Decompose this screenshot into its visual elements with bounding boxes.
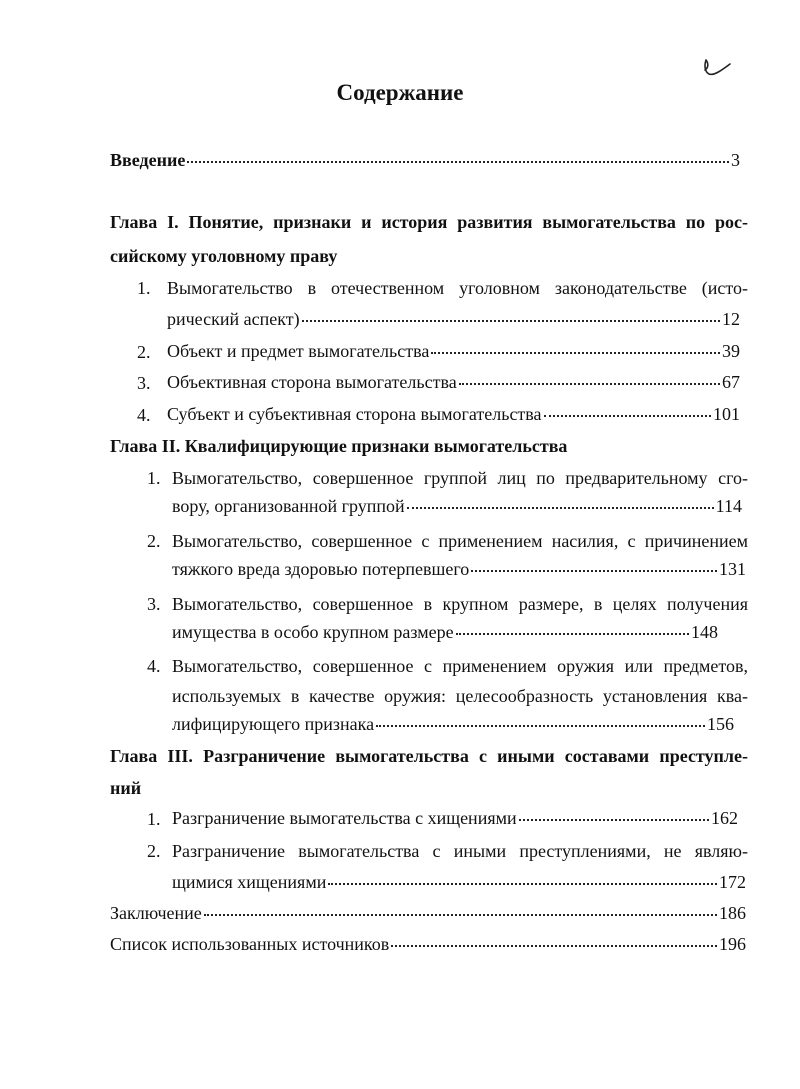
toc-page-number: 162 [711,808,738,828]
chapter-1-heading-cont: сийскому уголовному праву [110,246,338,266]
toc-item-text: рический аспект) [167,309,300,329]
toc-item-leader [172,872,746,896]
toc-item-leader [172,808,738,832]
handwritten-mark [700,56,736,78]
chapter-1-heading: Глава I. Понятие, признаки и история развития вымогательства по рос- [110,212,748,232]
toc-item-number: 4. [147,656,161,676]
toc-item-number: 2. [147,531,161,551]
toc-entry-label: Список использованных источников [110,934,390,954]
toc-page-number: 148 [691,622,718,642]
dot-leader [431,338,720,354]
toc-item-text: лифицирующего признака [172,714,375,734]
toc-item-leader [172,496,742,520]
toc-item-text: тяжкого вреда здоровью потерпевшего [172,559,470,579]
toc-item-number: 3. [137,373,151,393]
toc-item-text: Объективная сторона вымогательства [167,372,457,392]
toc-entry-sources [110,934,746,958]
toc-item-text: Объект и предмет вымогательства [167,341,430,361]
dot-leader [302,306,720,322]
dot-leader [519,805,709,821]
toc-item-leader [172,714,734,738]
toc-item-text: Вымогательство, совершенное с применением насилия, с причинением [172,531,748,551]
toc-page-number: 186 [719,903,746,923]
toc-item-text: Разграничение вымогательства с хищениями [172,808,517,828]
toc-item-text: Субъект и субъективная сторона вымогательства [167,404,542,424]
dot-leader [391,931,717,947]
toc-entry-intro [110,150,740,174]
toc-page-number: 3 [731,150,740,170]
toc-page-number: 172 [719,872,746,892]
toc-entry-conclusion [110,903,746,927]
toc-item-leader [167,372,740,396]
toc-page-number: 39 [722,341,740,361]
toc-item-text: имущества в особо крупном размере [172,622,454,642]
dot-leader [471,556,717,572]
toc-item-text: вору, организованной группой [172,496,405,516]
toc-item-number: 2. [137,342,151,362]
toc-page-number: 67 [722,372,740,392]
toc-item-text: Вымогательство, совершенное в крупном размере, в целях получения [172,594,748,614]
toc-item-text: щимися хищениями [172,872,327,892]
toc-page-number: 114 [715,496,742,516]
toc-item-text: Вымогательство в отечественном уголовном законодательстве (исто- [167,278,748,298]
toc-item-number: 1. [147,468,161,488]
toc-item-number: 1. [147,809,161,829]
dot-leader [376,711,705,727]
dot-leader [407,493,714,509]
toc-item-leader [167,309,740,333]
dot-leader [456,619,689,635]
toc-item-text: Вымогательство, совершенное группой лиц по предварительному сго- [172,468,748,488]
toc-entry-label: Введение [110,150,186,170]
toc-page-number: 156 [707,714,734,734]
toc-item-leader [172,622,718,646]
page-title: Содержание [336,80,464,105]
toc-item-text: Разграничение вымогательства с иными преступлениями, не являю- [172,841,748,861]
toc-item-leader [172,559,746,583]
toc-item-number: 4. [137,405,151,425]
chapter-2-heading: Глава II. Квалифицирующие признаки вымогательства [110,436,568,456]
dot-leader [328,869,717,885]
toc-page-number: 131 [719,559,746,579]
toc-page-number: 196 [719,934,746,954]
dot-leader [459,369,720,385]
toc-item-text: используемых в качестве оружия: целесообразность установления ква- [172,686,748,706]
chapter-3-heading: Глава III. Разграничение вымогательства с иными составами преступле- [110,746,748,766]
toc-item-number: 2. [147,841,161,861]
toc-item-leader [167,341,740,365]
dot-leader [187,147,729,163]
toc-page-number: 12 [722,309,740,329]
toc-item-text: Вымогательство, совершенное с применением оружия или предметов, [172,656,748,676]
toc-item-number: 1. [137,278,151,298]
dot-leader [204,900,717,916]
toc-page-number: 101 [713,404,740,424]
toc-item-leader [167,404,740,428]
chapter-3-heading-cont: ний [110,778,142,798]
toc-item-number: 3. [147,594,161,614]
toc-entry-label: Заключение [110,903,202,923]
dot-leader [544,401,711,417]
